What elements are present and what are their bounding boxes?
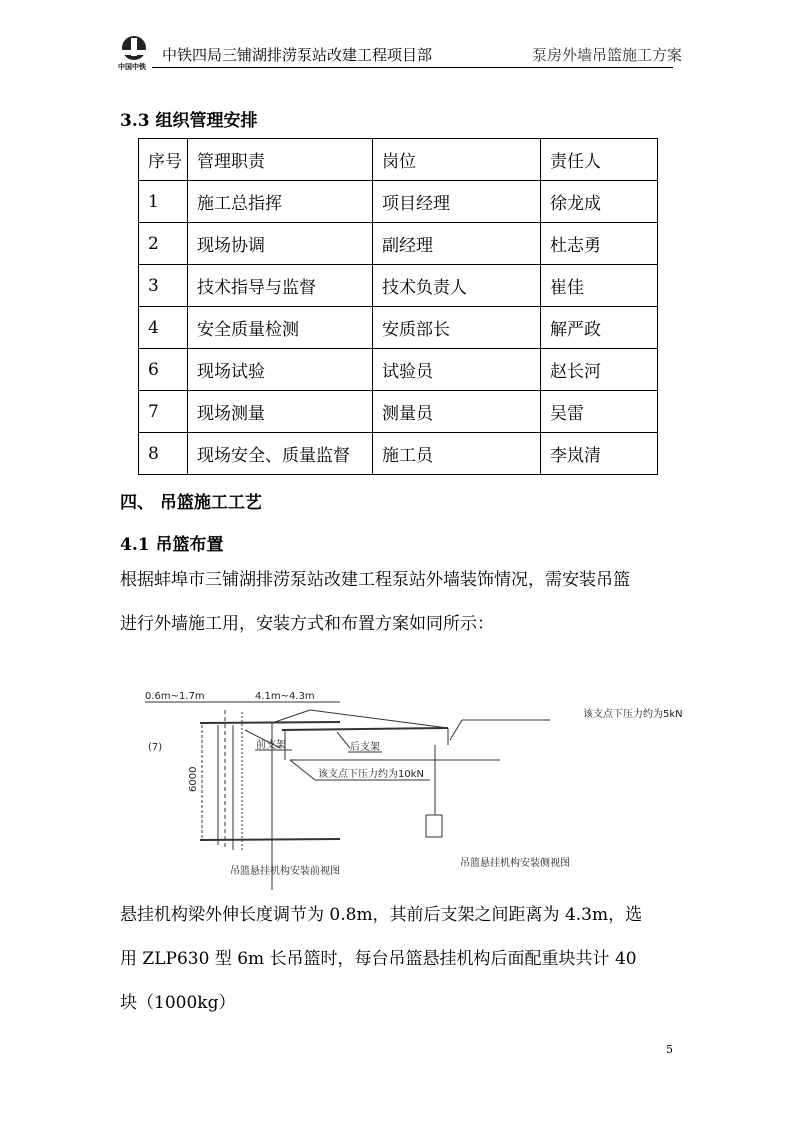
table-cell: 现场协调 — [188, 223, 373, 265]
table-cell: 安质部长 — [373, 307, 541, 349]
table-cell: 杜志勇 — [541, 223, 658, 265]
table-row — [139, 433, 658, 475]
section-heading-4-1: 4.1 吊篮布置 — [120, 535, 224, 555]
basket-layout-figure — [130, 670, 690, 890]
paragraph-line: 进行外墙施工用，安装方式和布置方案如同所示： — [120, 614, 494, 634]
table-header-row — [139, 139, 658, 181]
table-cell: 2 — [139, 223, 188, 265]
table-cell: 吴雷 — [541, 391, 658, 433]
table-cell: 技术指导与监督 — [188, 265, 373, 307]
header-cell: 序号 — [139, 139, 188, 181]
header-left: 中铁四局三铺湖排涝泵站改建工程项目部 — [162, 46, 433, 64]
paragraph-line: 悬挂机构梁外伸长度调节为 0.8m，其前后支架之间距离为 4.3m，选 — [120, 905, 643, 925]
header-cell: 责任人 — [541, 139, 658, 181]
side-view-caption: 吊篮悬挂机构安装侧视图 — [460, 858, 570, 869]
management-table — [138, 138, 658, 475]
table-cell: 现场试验 — [188, 349, 373, 391]
table-cell: 安全质量检测 — [188, 307, 373, 349]
table-cell: 测量员 — [373, 391, 541, 433]
front-view-caption: 吊篮悬挂机构安装前视图 — [230, 866, 340, 877]
table-cell: 解严政 — [541, 307, 658, 349]
rear-load-label: 该支点下压力约为5kN — [583, 709, 683, 720]
logo-text: 中国中铁 — [118, 63, 146, 71]
paragraph-line: 根据蚌埠市三铺湖排涝泵站改建工程泵站外墙装饰情况，需安装吊篮 — [120, 570, 630, 590]
rear-support-label: 后支架 — [350, 742, 380, 753]
table-cell: 8 — [139, 433, 188, 475]
company-logo — [118, 34, 154, 71]
header-rule — [152, 67, 673, 68]
header-right: 泵房外墙吊篮施工方案 — [532, 46, 683, 64]
table-row — [139, 391, 658, 433]
table-cell: 3 — [139, 265, 188, 307]
table-cell: 李岚清 — [541, 433, 658, 475]
figure-label-number: (7) — [148, 742, 163, 753]
table-row — [139, 307, 658, 349]
table-cell: 施工员 — [373, 433, 541, 475]
table-row — [139, 265, 658, 307]
table-cell: 试验员 — [373, 349, 541, 391]
table-cell: 徐龙成 — [541, 181, 658, 223]
table-row — [139, 223, 658, 265]
paragraph-line: 块（1000kg） — [120, 993, 236, 1013]
table-cell: 赵长河 — [541, 349, 658, 391]
table-cell: 4 — [139, 307, 188, 349]
page-number: 5 — [666, 1043, 673, 1056]
table-cell: 7 — [139, 391, 188, 433]
table-cell: 施工总指挥 — [188, 181, 373, 223]
table-cell: 现场安全、质量监督 — [188, 433, 373, 475]
section-heading-4: 四、 吊篮施工工艺 — [120, 493, 262, 513]
height-dim: 6000 — [188, 766, 199, 792]
table-cell: 崔佳 — [541, 265, 658, 307]
header-cell: 岗位 — [373, 139, 541, 181]
header-cell: 管理职责 — [188, 139, 373, 181]
table-row — [139, 181, 658, 223]
table-cell: 1 — [139, 181, 188, 223]
table-cell: 技术负责人 — [373, 265, 541, 307]
paragraph-line: 用 ZLP630 型 6m 长吊篮时，每台吊篮悬挂机构后面配重块共计 40 — [120, 949, 637, 969]
front-support-label: 前支架 — [256, 740, 286, 751]
table-cell: 6 — [139, 349, 188, 391]
dim-right: 4.1m~4.3m — [255, 691, 315, 702]
dim-left: 0.6m~1.7m — [145, 691, 205, 702]
table-cell: 副经理 — [373, 223, 541, 265]
table-row — [139, 349, 658, 391]
front-load-label: 该支点下压力约为10kN — [318, 769, 424, 780]
table-cell: 项目经理 — [373, 181, 541, 223]
table-cell: 现场测量 — [188, 391, 373, 433]
section-heading-3-3: 3.3 组织管理安排 — [120, 111, 258, 131]
